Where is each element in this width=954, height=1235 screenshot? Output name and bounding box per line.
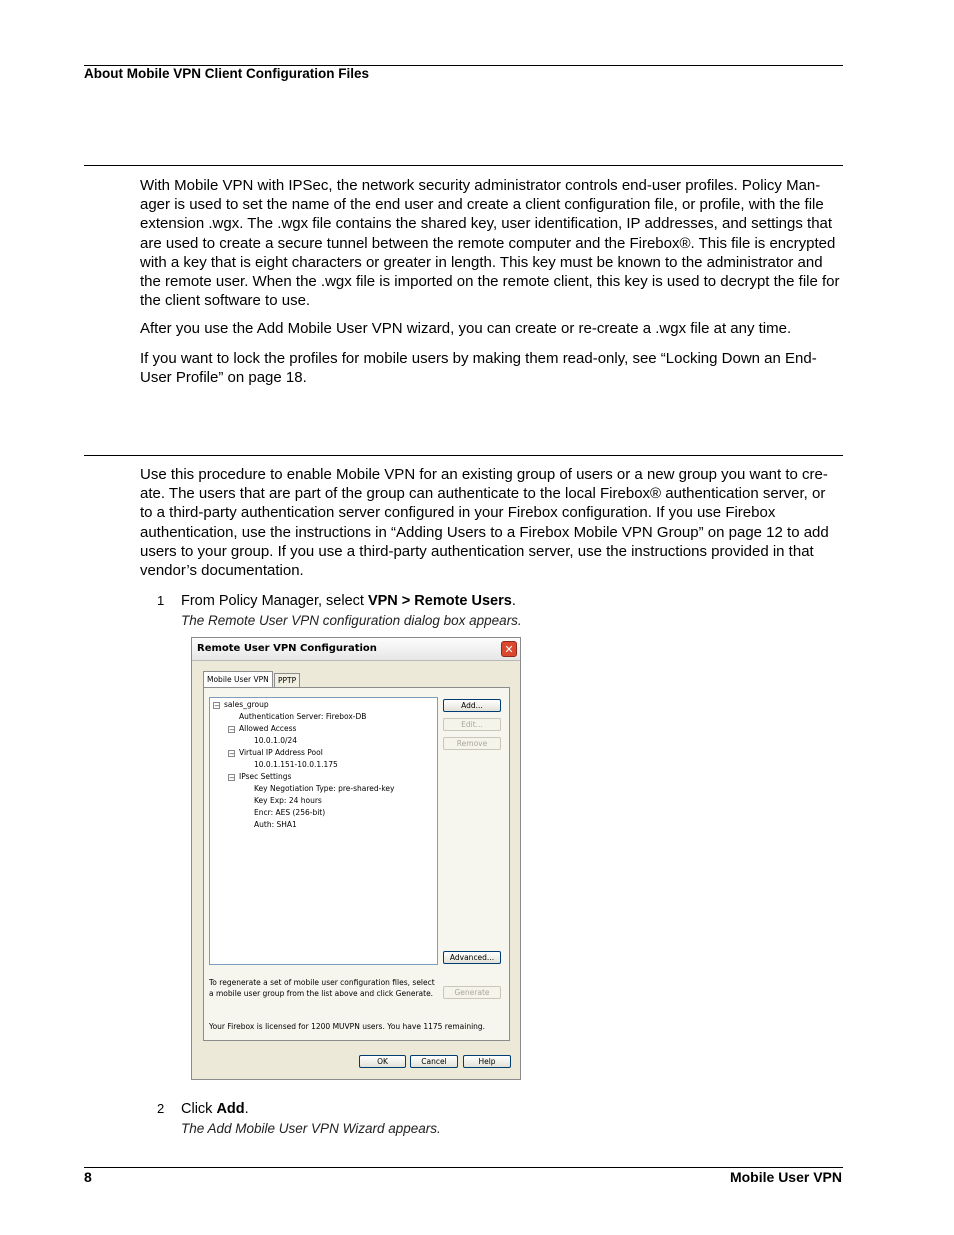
paragraph-wizard: After you use the Add Mobile User VPN wizard, you can create or re-create a .wgx file at any time.	[140, 320, 792, 337]
running-header: About Mobile VPN Client Configuration Files	[84, 66, 369, 81]
remove-button[interactable]: Remove	[443, 737, 501, 750]
regenerate-note: To regenerate a set of mobile user configuration files, select a mobile user group from the list above and click Generate.	[209, 978, 435, 998]
cancel-button[interactable]: Cancel	[410, 1055, 458, 1068]
tree-node[interactable]: Authentication Server: Firebox-DB	[239, 712, 367, 721]
collapse-icon[interactable]: −	[214, 702, 220, 710]
ok-button[interactable]: OK	[359, 1055, 406, 1068]
step-number: 1	[157, 593, 165, 608]
advanced-button[interactable]: Advanced...	[443, 951, 501, 964]
tab-panel	[203, 687, 510, 1041]
tree-node[interactable]: 10.0.1.0/24	[254, 736, 298, 745]
remote-user-vpn-dialog	[191, 637, 521, 1080]
step-number: 2	[157, 1101, 165, 1116]
step-caption: The Add Mobile User VPN Wizard appears.	[181, 1121, 441, 1136]
menu-path: VPN > Remote Users	[367, 593, 512, 609]
dialog-titlebar	[192, 638, 520, 661]
group-tree[interactable]	[209, 697, 438, 965]
section-rule	[84, 455, 843, 456]
tree-node[interactable]: Key Exp: 24 hours	[254, 796, 322, 805]
tree-node[interactable]: Auth: SHA1	[254, 820, 297, 829]
step-caption: The Remote User VPN configuration dialog box appears.	[181, 613, 522, 628]
paragraph-lock-profiles: If you want to lock the profiles for mobile users by making them read-only, see “Locking Down an End-User Profile” on page 18.	[140, 350, 817, 387]
tree-node[interactable]: Allowed Access	[239, 724, 297, 733]
dialog-title: Remote User VPN Configuration	[197, 643, 377, 654]
tab-pptp[interactable]: PPTP	[274, 673, 300, 688]
collapse-icon[interactable]: −	[229, 750, 235, 758]
tab-mobile-user-vpn[interactable]: Mobile User VPN	[203, 671, 273, 688]
tree-node[interactable]: IPsec Settings	[239, 772, 292, 781]
footer-rule	[84, 1167, 843, 1168]
help-button[interactable]: Help	[463, 1055, 511, 1068]
tree-node[interactable]: 10.0.1.151-10.0.1.175	[254, 760, 338, 769]
collapse-icon[interactable]: −	[229, 726, 235, 734]
tree-node[interactable]: sales_group	[224, 700, 269, 709]
step-text: Click Add.	[181, 1101, 249, 1117]
tree-node[interactable]: Virtual IP Address Pool	[239, 748, 323, 757]
page-number: 8	[84, 1169, 92, 1185]
add-button[interactable]: Add...	[443, 699, 501, 712]
close-icon[interactable]: ✕	[501, 641, 517, 657]
edit-button[interactable]: Edit...	[443, 718, 501, 731]
tree-node[interactable]: Key Negotiation Type: pre-shared-key	[254, 784, 395, 793]
step-text: From Policy Manager, select VPN > Remote Users.	[181, 593, 516, 609]
collapse-icon[interactable]: −	[229, 774, 235, 782]
footer-section-title: Mobile User VPN	[729, 1169, 842, 1185]
paragraph-procedure: Use this procedure to enable Mobile VPN for an existing group of users or a new group you want to cre-ate. The users that are part of the group can authenticate to the local Firebox® authentication server, or to a third-party authentication server configured in your Firebox configuration. If you use Firebox authentication, use the instructions in “Adding Users to a Firebox Mobile VPN Group” on page 12 to add users to your group. If you use a third-party authentication server, use the instructions provided in that vendor’s documentation.	[140, 466, 829, 580]
paragraph-profiles: With Mobile VPN with IPSec, the network security administrator controls end-user profiles. Policy Man-ager is used to set the name of the end user and create a client configuration file, or profile, with the file extension .wgx. The .wgx file contains the shared key, user identification, IP addresses, and settings that are used to create a secure tunnel between the remote computer and the Firebox®. This file is encrypted with a key that is eight characters or greater in length. This key must be known to the administrator and the remote user. When the .wgx file is imported on the remote client, this key is used to decrypt the file for the client software to use.	[140, 177, 840, 310]
license-note: Your Firebox is licensed for 1200 MUVPN users. You have 1175 remaining.	[209, 1022, 486, 1031]
button-name: Add	[216, 1101, 245, 1117]
section-rule	[84, 165, 843, 166]
header-rule	[84, 65, 843, 66]
generate-button[interactable]: Generate	[443, 986, 501, 999]
tree-node[interactable]: Encr: AES (256-bit)	[254, 808, 326, 817]
